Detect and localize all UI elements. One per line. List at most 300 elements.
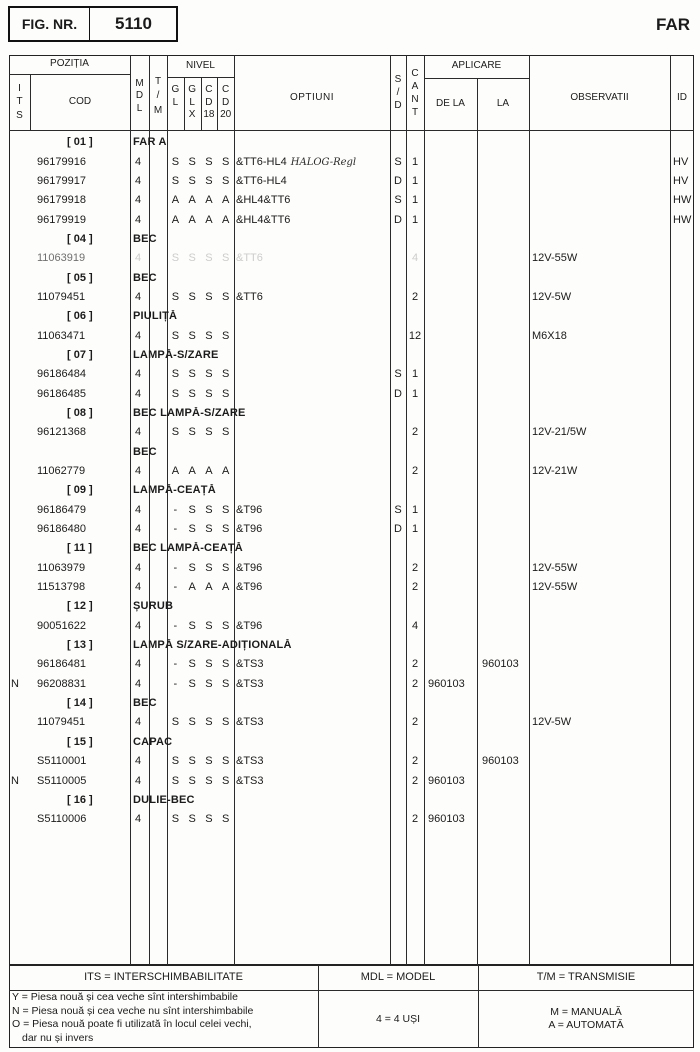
part-code: 96186481 — [37, 658, 86, 671]
group-name: LAMPĂ S/ZARE-ADIȚIONALĂ — [133, 639, 292, 652]
level-cd20: S — [221, 716, 230, 729]
part-code: 96179917 — [37, 174, 86, 187]
options-code — [234, 504, 390, 517]
model-code: 4 — [135, 658, 142, 671]
part-row — [9, 713, 694, 732]
group-row — [9, 230, 694, 249]
options-text: &T96 — [236, 581, 263, 594]
observations: 12V-21/5W — [532, 426, 587, 439]
model-code: 4 — [135, 155, 142, 168]
applies-from: 960103 — [428, 677, 465, 690]
level-gl: S — [171, 368, 180, 381]
legend-its-code: O = Piesa nouă poate fi utilizată în locul celei vechi, — [12, 1018, 252, 1030]
legend-tm-code: M = MANUALĂ — [550, 1006, 622, 1018]
options-text: &T96 — [236, 561, 263, 574]
level-cd18: S — [205, 252, 213, 265]
model-code: 4 — [135, 194, 142, 207]
part-row — [9, 210, 694, 229]
nivel-sub-part: C — [222, 84, 230, 95]
level-gl: - — [173, 677, 178, 690]
applies-to: 960103 — [482, 755, 519, 768]
level-gl: S — [171, 290, 180, 303]
mdl-letter: M — [135, 77, 144, 89]
level-cd20: S — [221, 155, 230, 168]
model-code: 4 — [135, 755, 142, 768]
quantity: 2 — [411, 426, 419, 439]
figure-number: 5110 — [115, 14, 152, 33]
level-gl: S — [171, 329, 180, 342]
part-code: 11513798 — [37, 581, 86, 594]
quantity: 2 — [411, 755, 419, 768]
group-position: [ 11 ] — [67, 542, 93, 555]
group-position: [ 08 ] — [67, 406, 93, 419]
group-position: [ 06 ] — [67, 310, 93, 323]
legend-tm-code: A = AUTOMATĂ — [548, 1019, 624, 1031]
group-row — [9, 539, 694, 558]
nivel-header — [167, 55, 234, 77]
nivel-cd18-header — [201, 77, 218, 130]
part-code: S5110001 — [37, 755, 87, 768]
nivel-sub-part: C — [205, 84, 213, 95]
level-gl: S — [171, 426, 180, 439]
level-gl: - — [173, 561, 178, 574]
nivel-sub-part: L — [189, 96, 195, 108]
level-cd20: S — [221, 290, 230, 303]
part-code: 90051622 — [37, 619, 86, 632]
observations: 12V-55W — [532, 581, 578, 594]
level-cd18: S — [205, 774, 213, 787]
model-code: 4 — [135, 368, 142, 381]
level-gl: S — [171, 387, 180, 400]
pozitia-label: POZIȚIA — [50, 58, 89, 70]
part-row — [9, 520, 694, 539]
options-code — [234, 581, 390, 594]
id-code: HV — [673, 155, 689, 168]
level-glx: S — [188, 252, 196, 265]
level-gl: S — [171, 716, 180, 729]
nivel-glx-header — [184, 77, 201, 130]
part-row — [9, 675, 694, 694]
applies-from: 960103 — [428, 813, 465, 826]
nivel-sub-part: 18 — [203, 109, 215, 120]
part-code: 96208831 — [37, 677, 86, 690]
part-row — [9, 249, 694, 268]
table-body — [9, 133, 694, 829]
quantity: 1 — [411, 368, 419, 381]
model-code: 4 — [135, 619, 142, 632]
level-cd18: S — [205, 503, 213, 516]
cant-letter: T — [411, 106, 419, 118]
part-code: 11079451 — [37, 716, 86, 729]
options-code — [234, 755, 390, 768]
optiuni-label: OPTIUNI — [289, 92, 335, 104]
part-row — [9, 384, 694, 403]
part-code: 96179916 — [37, 155, 86, 168]
side-code: S — [394, 194, 402, 207]
options-text: &TS3 — [236, 774, 264, 787]
part-code: 11063471 — [37, 329, 86, 342]
options-code — [234, 658, 390, 671]
quantity: 2 — [411, 813, 419, 826]
side-code: S — [394, 155, 402, 168]
level-cd18: S — [205, 426, 213, 439]
level-gl: S — [171, 755, 180, 768]
group-name: BEC LAMPĂ-S/ZARE — [133, 406, 246, 419]
level-gl: - — [173, 523, 178, 536]
level-cd18: S — [205, 658, 213, 671]
nivel-sub-part: L — [172, 96, 179, 108]
part-row — [9, 578, 694, 597]
level-cd20: S — [221, 503, 230, 516]
options-code — [234, 175, 390, 188]
applies-to: 960103 — [482, 658, 519, 671]
level-glx: A — [188, 465, 196, 478]
group-name: PIULIȚĂ — [133, 310, 178, 323]
level-cd20: S — [221, 658, 230, 671]
quantity: 2 — [411, 290, 419, 303]
sd-letter: D — [394, 100, 402, 111]
group-position: [ 09 ] — [67, 484, 93, 497]
applies-from: 960103 — [428, 774, 465, 787]
id-code: HV — [673, 174, 689, 187]
cod-header — [30, 74, 130, 130]
group-row — [9, 636, 694, 655]
level-cd20: S — [221, 774, 230, 787]
model-code: 4 — [135, 581, 142, 594]
options-code — [234, 214, 390, 227]
its-header — [9, 74, 30, 130]
level-cd20: S — [221, 813, 230, 826]
level-cd18: S — [205, 368, 213, 381]
level-gl: - — [173, 619, 178, 632]
group-row — [9, 268, 694, 287]
legend-its-code: Y = Piesa nouă și cea veche sînt intershimbabile — [12, 991, 238, 1003]
nivel-sub-part: D — [205, 96, 213, 108]
level-gl: A — [171, 213, 180, 226]
its-letter: I — [18, 82, 21, 94]
options-code — [234, 194, 390, 207]
level-cd18: S — [205, 716, 213, 729]
de-la-label: DE LA — [436, 97, 465, 109]
optiuni-header — [234, 61, 390, 136]
level-cd18: S — [205, 813, 213, 826]
part-code: 96186479 — [37, 503, 86, 516]
figure-label: FIG. NR. — [10, 8, 90, 40]
part-code: 11062779 — [37, 465, 86, 478]
mdl-letter: L — [136, 102, 143, 114]
group-name: LAMPĂ-CEAȚĂ — [133, 484, 216, 497]
observations: 12V-21W — [532, 465, 578, 478]
group-name: BEC — [133, 232, 157, 245]
model-code: 4 — [135, 561, 142, 574]
level-gl: S — [171, 174, 180, 187]
part-row — [9, 326, 694, 345]
level-gl: S — [171, 155, 180, 168]
level-glx: A — [188, 194, 196, 207]
level-cd20: S — [221, 523, 230, 536]
observatii-label: OBSERVATII — [570, 92, 629, 104]
level-cd18: S — [205, 561, 213, 574]
part-code: 96179919 — [37, 213, 86, 226]
cant-letter: A — [411, 80, 419, 92]
options-text: &T96 — [236, 619, 263, 632]
tm-header — [149, 55, 167, 130]
legend-mdl-code: 4 = 4 UȘI — [375, 1012, 421, 1025]
part-code: 96121368 — [37, 426, 86, 439]
model-code: 4 — [135, 677, 142, 690]
group-name: DULIE-BEC — [133, 793, 195, 806]
level-glx: S — [188, 813, 196, 826]
quantity: 1 — [411, 155, 419, 168]
quantity: 4 — [411, 252, 419, 265]
level-glx: S — [188, 387, 196, 400]
options-text: &TS3 — [236, 755, 264, 768]
legend-mdl-title: MDL = MODEL — [360, 971, 436, 983]
group-name: LAMPĂ-S/ZARE — [133, 348, 219, 361]
legend-its-code: N = Piesa nouă și cea veche nu sînt intershimbabile — [12, 1004, 254, 1017]
cant-header — [406, 55, 424, 130]
level-glx: S — [188, 677, 196, 690]
id-label: ID — [677, 92, 687, 104]
its-code: N — [11, 677, 19, 690]
cant-letter: N — [411, 93, 419, 105]
nivel-sub-part: X — [188, 109, 196, 120]
quantity: 1 — [411, 387, 419, 400]
part-row — [9, 365, 694, 384]
level-cd20: S — [221, 755, 230, 768]
group-name: CAPAC — [133, 735, 173, 748]
level-cd18: A — [205, 465, 213, 478]
part-row — [9, 462, 694, 481]
mdl-letter: D — [135, 90, 144, 102]
observations: 12V-5W — [532, 290, 572, 303]
model-code: 4 — [135, 426, 142, 439]
quantity: 4 — [411, 619, 419, 632]
group-row — [9, 694, 694, 713]
id-code: HW — [673, 213, 692, 226]
level-gl: S — [171, 813, 180, 826]
group-row — [9, 346, 694, 365]
level-gl: A — [171, 194, 180, 207]
part-code: 96186480 — [37, 523, 86, 536]
group-row — [9, 443, 694, 462]
observations: M6X18 — [532, 329, 567, 342]
part-row — [9, 191, 694, 210]
level-gl: A — [171, 465, 180, 478]
options-code — [234, 291, 390, 304]
quantity: 1 — [411, 523, 419, 536]
side-code: D — [394, 523, 402, 536]
model-code: 4 — [135, 716, 142, 729]
id-header — [670, 61, 694, 136]
figure-number-box — [8, 6, 178, 42]
quantity: 2 — [411, 677, 419, 690]
part-code: S5110005 — [37, 774, 87, 787]
level-cd18: S — [205, 619, 213, 632]
side-code: D — [394, 387, 402, 400]
level-cd20: A — [221, 194, 230, 207]
level-cd18: A — [205, 581, 213, 594]
level-glx: S — [188, 716, 196, 729]
group-row — [9, 733, 694, 752]
tm-letter: T — [154, 75, 162, 87]
de-la-header — [424, 78, 477, 130]
group-row — [9, 307, 694, 326]
part-row — [9, 559, 694, 578]
observations: 12V-55W — [532, 252, 578, 265]
side-code: D — [394, 213, 402, 226]
options-code — [234, 716, 390, 729]
level-glx: S — [188, 329, 196, 342]
options-text: &HL4&TT6 — [236, 194, 291, 207]
level-glx: S — [188, 658, 196, 671]
nivel-gl-header — [167, 77, 184, 130]
group-position: [ 05 ] — [67, 271, 93, 284]
nivel-sub-part: 20 — [220, 109, 232, 120]
level-cd20: S — [221, 368, 230, 381]
group-name: ȘURUB — [133, 600, 174, 613]
options-text: &TT6-HL4 — [236, 155, 287, 168]
group-position: [ 15 ] — [67, 735, 93, 748]
model-code: 4 — [135, 774, 142, 787]
level-cd20: A — [221, 581, 230, 594]
part-row — [9, 655, 694, 674]
tm-letter: M — [153, 104, 163, 116]
sd-letter: S — [394, 74, 402, 85]
aplicare-header — [424, 55, 529, 78]
part-code: 96186485 — [37, 387, 86, 400]
quantity: 1 — [411, 174, 419, 187]
group-name: BEC — [133, 697, 157, 710]
part-code: S5110006 — [37, 813, 87, 826]
level-gl: S — [171, 774, 180, 787]
level-glx: A — [188, 581, 196, 594]
level-gl: - — [173, 581, 178, 594]
options-text: &TS3 — [236, 677, 264, 690]
part-row — [9, 617, 694, 636]
sd-header — [390, 55, 406, 130]
aplicare-label: APLICARE — [451, 60, 502, 72]
group-row — [9, 597, 694, 616]
level-glx: S — [188, 174, 196, 187]
level-glx: S — [188, 368, 196, 381]
legend-mdl-codes — [318, 990, 478, 1048]
level-cd18: S — [205, 677, 213, 690]
its-letter: T — [16, 96, 23, 108]
group-row — [9, 404, 694, 423]
options-text: &T96 — [236, 523, 263, 536]
la-header — [477, 78, 529, 130]
group-position: [ 16 ] — [67, 793, 93, 806]
level-cd18: S — [205, 387, 213, 400]
options-text: &TT6 — [236, 290, 263, 303]
section-title: FAR — [656, 15, 690, 34]
nivel-sub-part: G — [188, 84, 197, 95]
group-row — [9, 133, 694, 152]
options-code — [234, 523, 390, 536]
level-cd20: S — [221, 174, 230, 187]
level-glx: S — [188, 755, 196, 768]
its-letter: S — [16, 109, 23, 121]
legend-tm-codes — [478, 990, 694, 1048]
model-code: 4 — [135, 174, 142, 187]
quantity: 2 — [411, 581, 419, 594]
group-position: [ 13 ] — [67, 639, 93, 652]
group-position: [ 04 ] — [67, 232, 93, 245]
part-code: 11079451 — [37, 290, 86, 303]
level-cd18: S — [205, 523, 213, 536]
mdl-header — [130, 55, 149, 130]
level-cd20: A — [221, 213, 230, 226]
model-code: 4 — [135, 523, 142, 536]
level-cd18: S — [205, 329, 213, 342]
group-name: BEC — [133, 271, 157, 284]
legend-its-codes — [12, 991, 316, 1045]
options-code — [234, 678, 390, 691]
level-cd18: A — [205, 213, 213, 226]
la-label: LA — [496, 97, 510, 109]
group-position: [ 07 ] — [67, 348, 93, 361]
side-code: D — [394, 174, 402, 187]
level-cd18: S — [205, 155, 213, 168]
parts-table — [9, 55, 694, 965]
model-code: 4 — [135, 329, 142, 342]
level-glx: S — [188, 523, 196, 536]
level-glx: S — [188, 503, 196, 516]
group-name: BEC LAMPĂ-CEAȚĂ — [133, 542, 243, 555]
level-cd20: S — [221, 387, 230, 400]
observations: 12V-5W — [532, 716, 572, 729]
level-glx: S — [188, 290, 196, 303]
nivel-sub-part: D — [222, 96, 230, 108]
cod-label: COD — [68, 95, 92, 107]
group-row — [9, 791, 694, 810]
options-text: &TS3 — [236, 716, 264, 729]
options-text: &TS3 — [236, 658, 264, 671]
quantity: 2 — [411, 774, 419, 787]
model-code: 4 — [135, 213, 142, 226]
part-row — [9, 172, 694, 191]
part-row — [9, 752, 694, 771]
quantity: 2 — [411, 658, 419, 671]
part-row — [9, 501, 694, 520]
options-text: &HL4&TT6 — [236, 213, 291, 226]
cant-letter: C — [411, 67, 419, 79]
level-cd20: S — [221, 677, 230, 690]
group-position: [ 01 ] — [67, 136, 93, 149]
level-cd20: A — [221, 465, 230, 478]
observations: 12V-55W — [532, 561, 578, 574]
options-code — [234, 156, 390, 169]
side-code: S — [394, 503, 402, 516]
part-code: 11063979 — [37, 561, 86, 574]
its-code: N — [11, 774, 19, 787]
group-position: [ 12 ] — [67, 600, 93, 613]
level-cd18: S — [205, 174, 213, 187]
nivel-cd20-header — [217, 77, 234, 130]
legend-its-code: dar nu și invers — [22, 1031, 94, 1044]
options-code — [234, 562, 390, 575]
model-code: 4 — [135, 503, 142, 516]
level-gl: - — [173, 503, 178, 516]
level-gl: S — [171, 252, 180, 265]
side-code: S — [394, 368, 402, 381]
group-row — [9, 481, 694, 500]
quantity: 1 — [411, 503, 419, 516]
part-code: 96179918 — [37, 194, 86, 207]
level-cd20: S — [221, 329, 230, 342]
options-text: &TT6-HL4 — [236, 174, 287, 187]
